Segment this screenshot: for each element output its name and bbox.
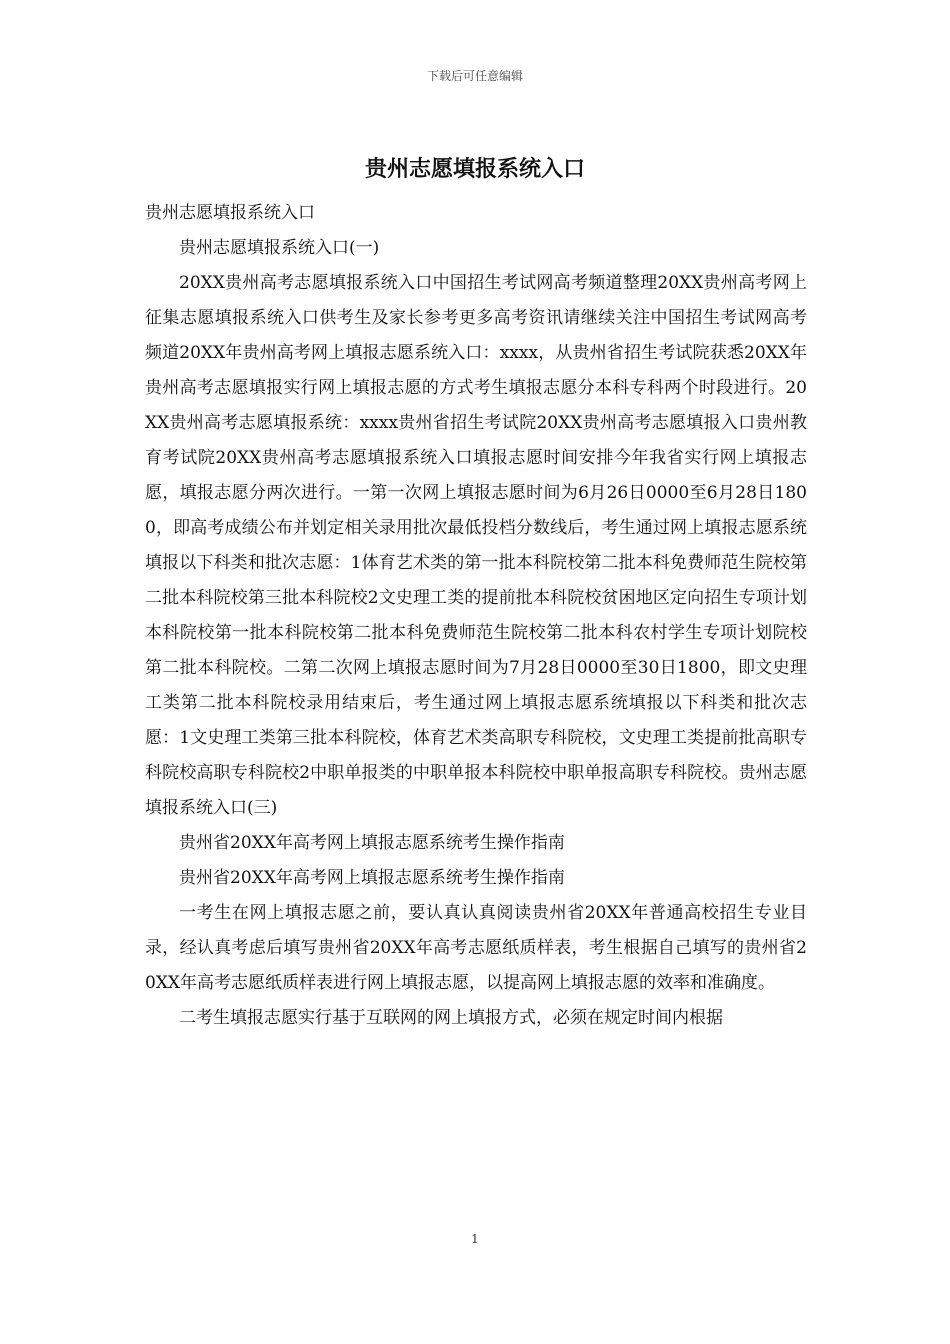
paragraph-step-one: 一考生在网上填报志愿之前，要认真认真阅读贵州省20XX年普通高校招生专业目录，经认真考虑后填写贵州省20XX年高考志愿纸质样表，考生根据自己填写的贵州省20XX年高考志愿纸质样表进行网上填报志愿，以提高网上填报志愿的效率和准确度。 (145, 903, 807, 993)
paragraph-step-two: 二考生填报志愿实行基于互联网的网上填报方式，必须在规定时间内根据 (179, 1008, 723, 1028)
paragraph-guide-title: 贵州省20XX年高考网上填报志愿系统考生操作指南 (179, 833, 565, 853)
paragraph-guide-title-repeat: 贵州省20XX年高考网上填报志愿系统考生操作指南 (179, 868, 565, 888)
header-note: 下载后可任意编辑 (426, 69, 523, 83)
paragraph-main: 20XX贵州高考志愿填报系统入口中国招生考试网高考频道整理20XX贵州高考网上征集志愿填报系统入口供考生及家长参考更多高考资讯请继续关注中国招生考试网高考频道20XX年贵州高考网上填报志愿系统入口：xxxx，从贵州省招生考试院获悉20XX年贵州高考志愿填报实行网上填报志愿的方式考生填报志愿分本科专科两个时段进行。20XX贵州高考志愿填报系统：xxxx贵州省招生考试院20XX贵州高考志愿填报入口贵州教育考试院20XX贵州高考志愿填报系统入口填报志愿时间安排今年我省实行网上填报志愿，填报志愿分两次进行。一第一次网上填报志愿时间为6月26日0000至6月28日1800，即高考成绩公布并划定相关录用批次最低投档分数线后，考生通过网上填报志愿系统填报以下科类和批次志愿：1体育艺术类的第一批本科院校第二批本科免费师范生院校第二批本科院校第三批本科院校2文史理工类的提前批本科院校贫困地区定向招生专项计划本科院校第一批本科院校第二批本科免费师范生院校第二批本科农村学生专项计划院校第二批本科院校。二第二次网上填报志愿时间为7月28日0000至30日1800，即文史理工类第二批本科院校录用结束后，考生通过网上填报志愿系统填报以下科类和批次志愿：1文史理工类第三批本科院校，体育艺术类高职专科院校，文史理工类提前批高职专科院校高职专科院校2中职单报类的中职单报本科院校中职单报高职专科院校。贵州志愿填报系统入口(三) (145, 273, 807, 818)
page-number: 1 (471, 1232, 479, 1246)
document-body (145, 196, 807, 1036)
paragraph-subtitle: 贵州志愿填报系统入口 (145, 203, 315, 223)
document-title: 贵州志愿填报系统入口 (364, 156, 585, 182)
paragraph-section-heading: 贵州志愿填报系统入口(一) (179, 238, 380, 258)
